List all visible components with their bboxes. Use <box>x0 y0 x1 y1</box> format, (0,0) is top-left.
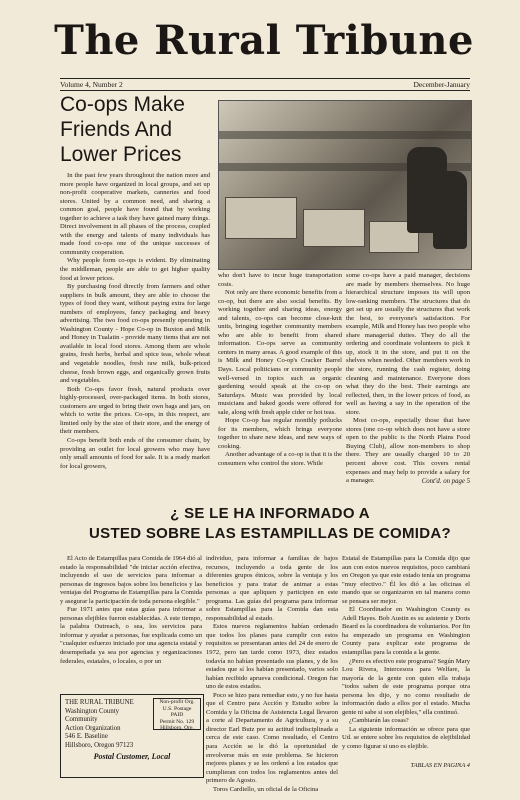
spanish-paragraph: El Acto de Estampillas para Comida de 1964 dió al estado la responsabilidad "de iniciar acción efectiva, incluyendo el uso de servicios para informar a personas de ingresos bajos sobre los beneficios y las ventajas del Programa de Estampillas para la Comida y asegurar la participación de toda persona elegible." <box>60 555 202 605</box>
spanish-paragraph: individuo, para informar a familias de bajos recursos, incluyendo a toda gente de los diferentes grupos étnicos, sobre la ventaja y los beneficios y para tratar de animar a estas personas a que apliquen y participen en este programa. Las guías del programa para informar sobre Estampillas para la Comida dan esta responsabilidad al estado. <box>206 555 338 622</box>
return-address-line: Washington County Community <box>65 707 120 724</box>
photo-shelf <box>219 131 471 139</box>
return-address-line: Hillsboro, Oregon 97123 <box>65 741 134 749</box>
postage-line: Hillsboro, Ore. <box>160 725 194 732</box>
co-op-store-photo <box>218 100 472 270</box>
spanish-paragraph: Estatal de Estampillas para la Comida dijo que aun con estos nuevos requisitos, poco cambiará en Oregon ya que este estado tenía un programa "muy efectivo." Él les dió a las oficinas el mando que se organizaron en tal manera como se pensara ser mejor. <box>342 555 470 605</box>
return-address-line: Action Organization <box>65 724 121 732</box>
spanish-headline-line-1: ¿ SE LE HA INFORMADO A <box>170 505 370 522</box>
article-paragraph: Co-ops benefit both ends of the consumer chain, by providing an outlet for local growers who may have only small amounts of food for sale. It is a ready market for local growers, <box>60 436 210 470</box>
spanish-column-3 <box>342 555 470 752</box>
volume-number: Volume 4, Number 2 <box>60 80 123 89</box>
postal-customer-label: Postal Customer, Local <box>93 752 171 761</box>
spanish-column-1 <box>60 555 202 666</box>
article-paragraph: some co-ops have a paid manager, decisions are made by members themselves. No huge hierarchical structure imposes its will upon low-ranking members. The structures that do get set up are usually the structures that work the best, to everyone's satisfaction. For example, Milk and Honey has two people who share managerial duties. They do all the ordering and coordinate volunteers to pick it up, stock it in the store, and put it on the shelves when needed. Other members work in the store, running the cash register, doing cleaning and maintenance. Everyone does what they do the best. Their earnings are reflected, then, in the lower prices of food, as well as having a say in the operation of the store. <box>346 272 470 416</box>
spanish-continued-note: TABLAS EN PAGINA 4 <box>410 762 470 769</box>
photo-produce-crate <box>225 197 297 239</box>
article-paragraph: Another advantage of a co-op is that it is the consumers who control the store. While <box>218 451 343 468</box>
spanish-column-2 <box>206 555 338 794</box>
spanish-paragraph: Estos nuevos reglamentos habían ordenado que todos los planes para cumplir con estos requisitos se presentaran antes del 24 de enero de 1972, pero tan tarde como 1973, diez estados todavía no habían presentado sus planes, y de los estados que sí los habían presentado, varios solo habían recibido aprueva condicional. Oregon fue uno de estos estados. <box>206 623 338 691</box>
masthead-rule-top <box>60 78 470 79</box>
return-address-line: 546 E. Baseline <box>65 733 108 741</box>
spanish-paragraph: ¿Pero es efectivo este programa? Según Mary Lou Rivera, Intercesora para Welfare, la mayoría de la gente con quien ella trabaja "todos saben de este programa porque otra persona les dijo, y no como resultado de información dado a ellos por el estado. Mucha gente ni sabe si son elejibles," ella continuó. <box>342 657 470 716</box>
return-address-line: THE RURAL TRIBUNE <box>65 699 134 706</box>
return-address <box>65 699 153 751</box>
spanish-paragraph: Toros Cardiello, un oficial de la Oficina <box>213 785 319 793</box>
spanish-headline-line-2: USTED SOBRE LAS ESTAMPILLAS DE COMIDA? <box>89 525 451 542</box>
postage-indicia <box>153 698 201 730</box>
masthead-rule-bottom <box>60 90 470 91</box>
article-paragraph: In the past few years throughout the nation more and more people have organized in local groups, and set up non-profit cooperative markets, canneries and food stores. United by a common need, and sharing a common goal, people have found that by working together to achieve a task they have gained many things. Direct involvement in all phases of the process, coupled with the energy and talents of many individuals has made food co-ops one of the unique successes of community cooperation. <box>60 172 210 256</box>
article-paragraph: Not only are there economic benefits from a co-op, but there are also social benefits. By working together and sharing ideas, energy and talents, co-ops can become close-knit units, bringing together community members who are able to benefit from shared information. Co-ops serve as community centers in many areas. A good example of this is Milk and Honey Co-op's Cracker Barrel Days. Local politicians or community people well-versed in topics such as organic gardening would speak at the co-op on Saturdays. Music was provided by local musicians and baked goods were offered for sale, along with fresh apple cider or hot teas. <box>218 289 342 416</box>
article-paragraph: Why people form co-ops is evident. By eliminating the middleman, people are able to get higher quality food at lower prices. <box>60 257 210 282</box>
spanish-headline <box>60 504 480 544</box>
article-column-3 <box>346 272 470 486</box>
spanish-paragraph: Poco se hizo para remediar esto, y no fue hasta que el Centro para Acción y Estudio sobre la Comida y la Oficina de Asistencia Legal llevaron a corte al Departamento de Agricultura, y a su director Earl Butz por su actitud indisciplinada a cerca de este caso. Como resultado, el Centro para Acción se le dió la oportunidad de envolverse más en este problema. Se hicieron mejores planes y se les ordenó a los estados que cumplieran con todos los reglamentos antes del primero de Agosto. <box>206 691 338 785</box>
postage-line: PAID <box>170 712 184 719</box>
article-paragraph: Hope Co-op has regular monthly potlucks for its members, which brings everyone together to share new ideas, and new ways of cooking. <box>218 417 342 450</box>
continued-note: Cont'd. on page 5 <box>421 478 470 485</box>
spanish-paragraph: La siguiente información se ofrece para que Ud. se entere sobre los requisitos de elejibilidad y como figurar si uno es elejible. <box>342 725 470 751</box>
article-column-1 <box>60 172 210 471</box>
article-paragraph: Both Co-ops favor fresh, natural products over highly-processed, over-packaged items. In both stores, customers are urged to bring their own bags and jars, on which to write the prices. Co-ops, in this respect, are limited only by the size of their store, and the energy of their members. <box>60 385 210 436</box>
article-paragraph: By purchasing food directly from farmers and other suppliers in bulk amount, they are able to choose the types of food they want, without paying extra for large numbers of employees, fancy packaging and heavy advertising. The two food co-ops presently operating in Washington County - Hope Co-op in Buxton and Milk and Honey in Tualatin - provide many items that are not available in local food stores. Among them are whole grains, fresh herbs, herbal and spice teas, whole wheat and vegetable noodles, fresh raw milk, bulk-priced cheese, fresh brown eggs, and organically grown fruits and vegetables. <box>60 283 210 385</box>
photo-shopper <box>433 171 467 249</box>
article-column-2 <box>218 272 342 469</box>
article-paragraph: Most co-ops, especially those that have stores (one co-op which does not have a store open to the public is the North Plains Food Buying Club), allow non-members to shop there. They are usually charged 10 to 20 percent above cost. This covers rental expenses and may help to provide a salary for a manager. <box>346 417 470 485</box>
spanish-paragraph: ¿Cambiarán las cosas? <box>349 717 409 725</box>
postage-line: U.S. Postage <box>162 705 192 712</box>
spanish-paragraph: Fue 1971 antes que estas guías para informar a personas elejibles fueron establecidas. A este tiempo, la palabra Outreach, o sea, los servicios para informar y ayudar a personas, fue explicada como un "cualquier esfuerzo iniciado por una agencia estatal y desempeñada ya sea por agencias y organizaciones federales, estatales, o locales, o por un <box>60 606 202 665</box>
issue-date: December-January <box>413 80 470 89</box>
postage-line: Permit No. 129 <box>159 718 195 725</box>
photo-produce-crate <box>303 209 365 247</box>
masthead-title: The Rural Tribune <box>54 17 474 64</box>
article-headline: Co-ops Make Friends And Lower Prices <box>60 93 185 166</box>
postage-line: Non-profit Org. <box>159 699 195 705</box>
spanish-paragraph: El Coordinador en Washington County es Adell Hayes. Bob Austin es su asistente y Doris Beard es la coordinadora de voluntarios. Por fin ha empezado un programa en Washington County para explicar este programa de estampillas para la comida a la gente. <box>342 606 470 657</box>
article-paragraph: who don't have to incur huge transportation costs. <box>218 272 342 288</box>
mailing-label-box <box>60 694 204 778</box>
